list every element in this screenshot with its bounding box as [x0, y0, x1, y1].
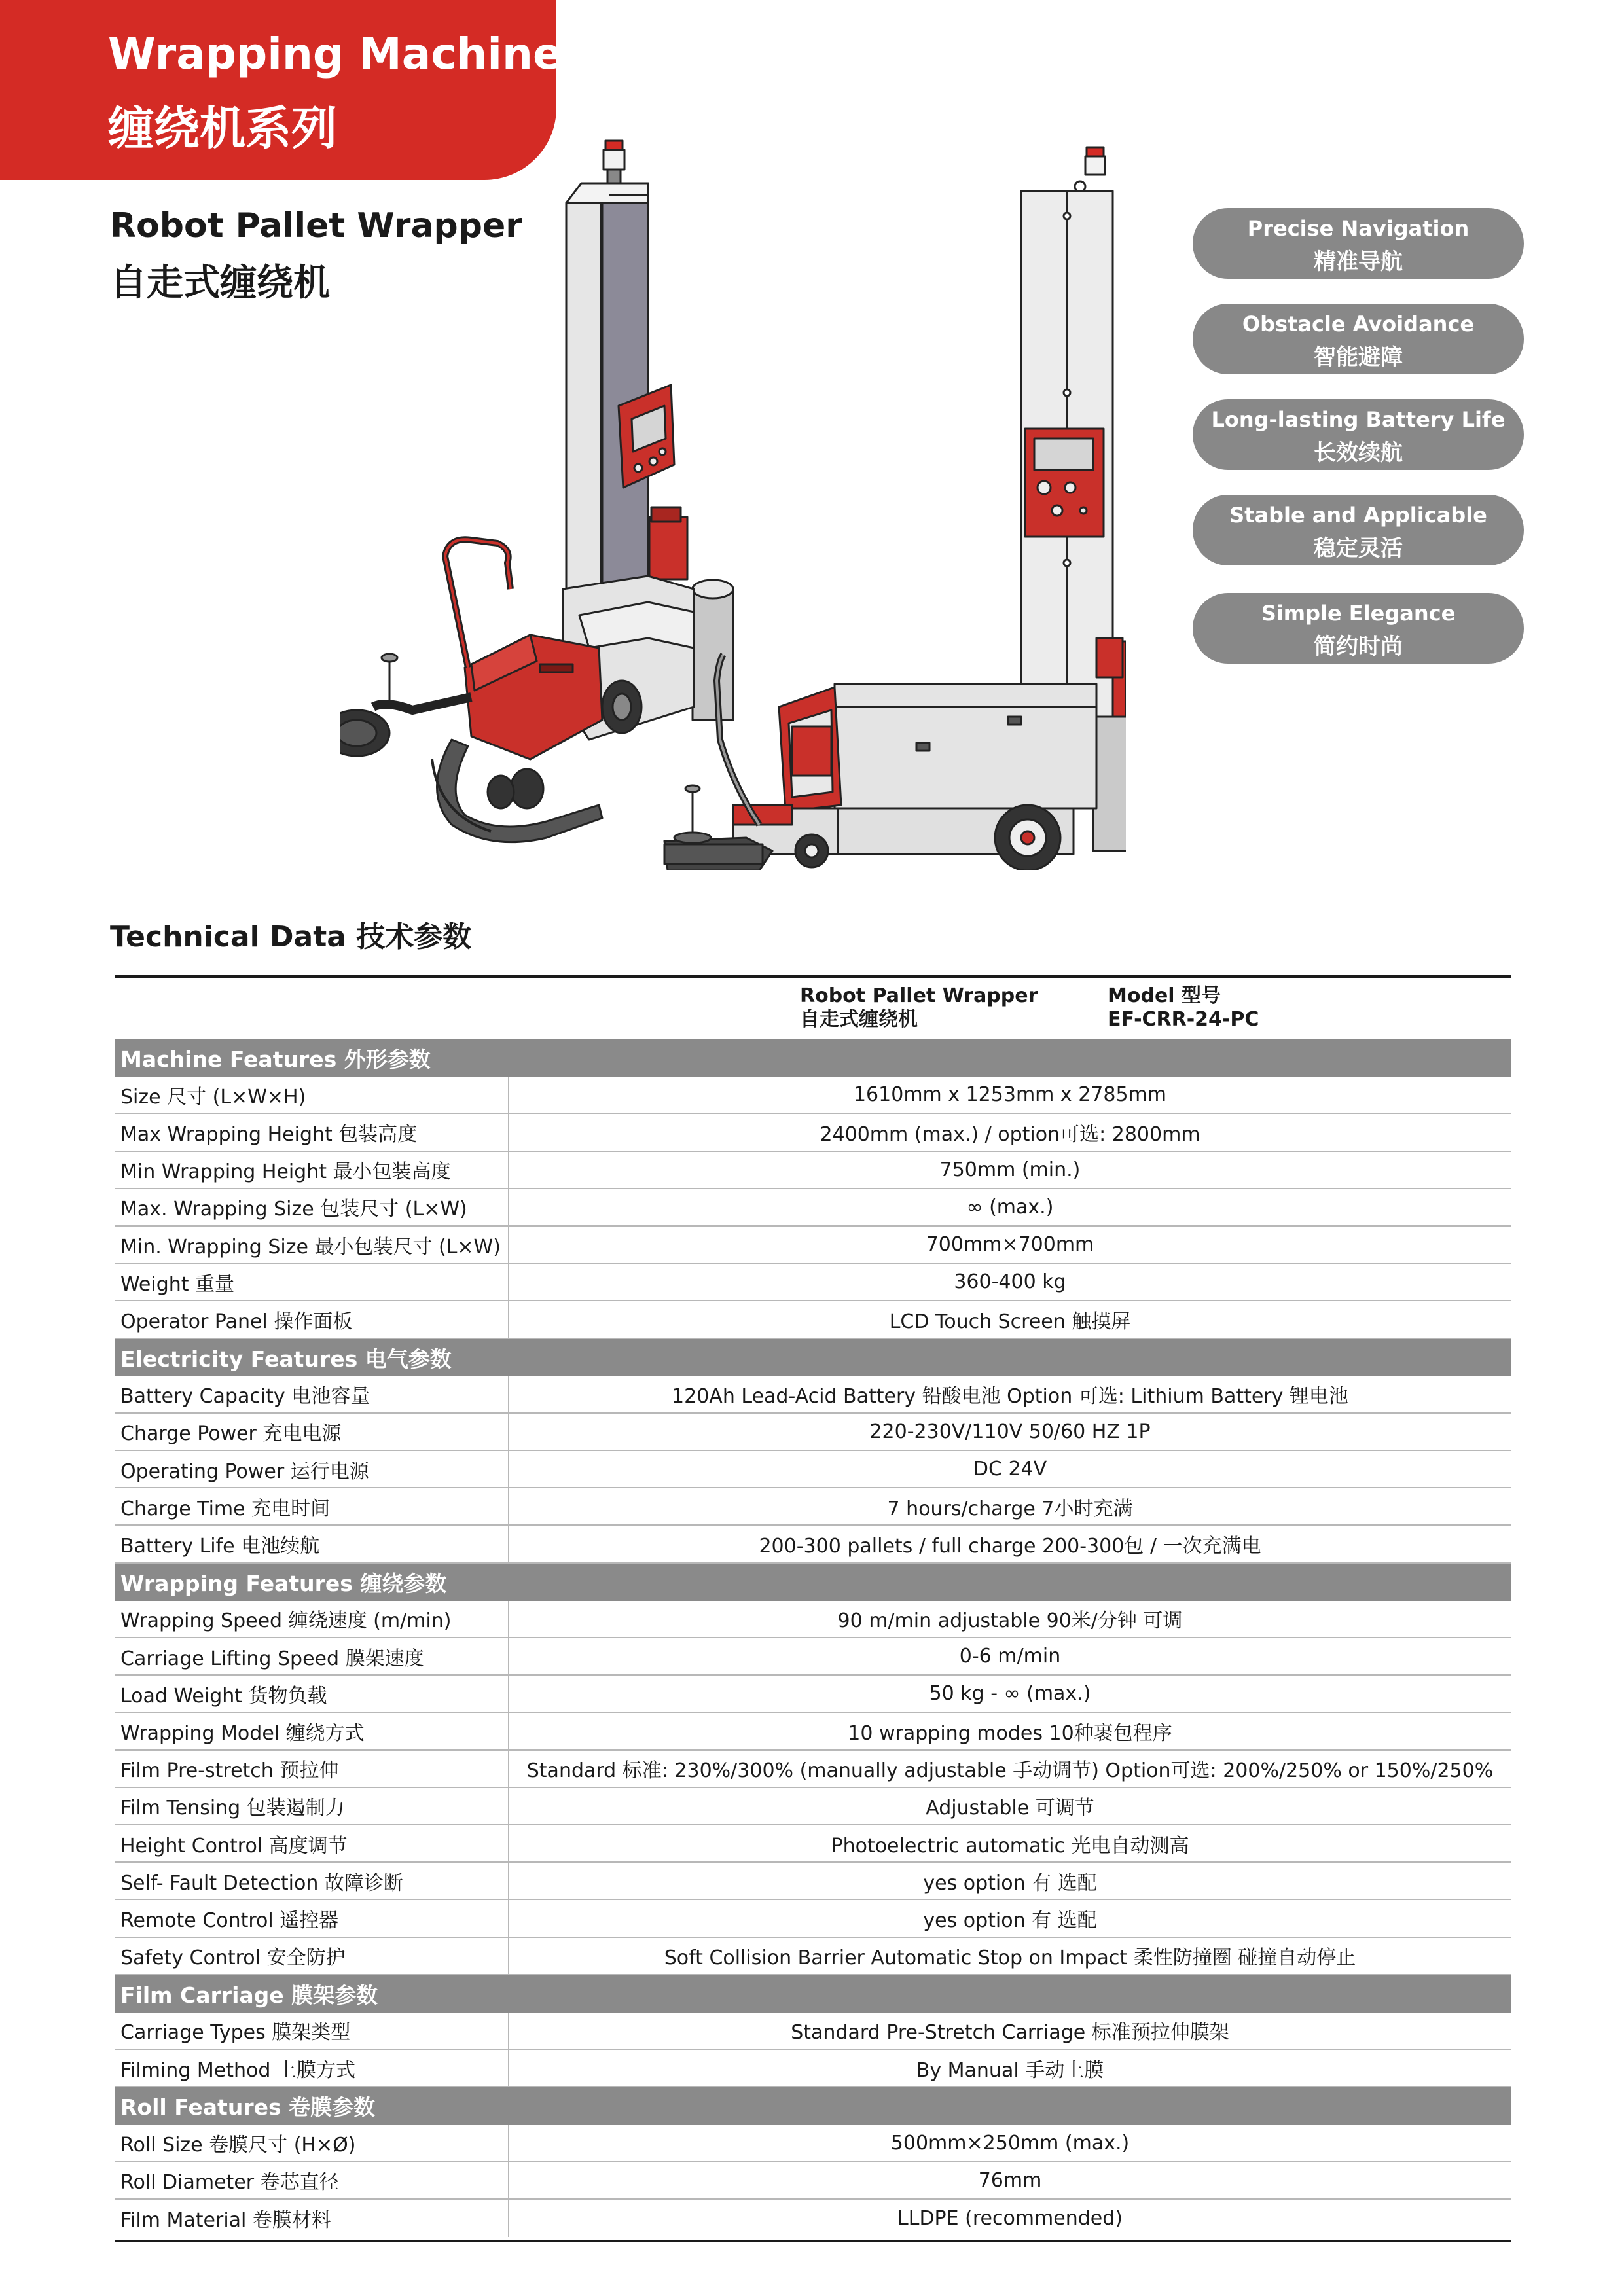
row-label: Max Wrapping Height 包装高度: [115, 1114, 509, 1150]
row-value: 7 hours/charge 7小时充满: [887, 1497, 1133, 1520]
row-value: DC 24V: [973, 1458, 1047, 1481]
feature-label-en: Long-lasting Battery Life: [1211, 407, 1506, 432]
feature-pill-simple-elegance: [1193, 593, 1524, 664]
table-row: [115, 1227, 1511, 1264]
section-header-machine: Machine Features 外形参数: [115, 1039, 1511, 1077]
table-row: [115, 1264, 1511, 1301]
section-header-roll: Roll Features 卷膜参数: [115, 2087, 1511, 2125]
table-top-rule: [115, 975, 1511, 978]
row-label: Film Pre-stretch 预拉伸: [115, 1751, 509, 1787]
row-value: 76mm: [978, 2168, 1042, 2192]
row-value: yes option 有 选配: [923, 1909, 1097, 1932]
machine-illustration: [340, 131, 1126, 870]
technical-data-title: Technical Data 技术参数: [110, 920, 472, 954]
row-label: Roll Diameter 卷芯直径: [115, 2162, 509, 2198]
row-value: 50 kg - ∞ (max.): [929, 1682, 1091, 1706]
row-label: Min. Wrapping Size 最小包装尺寸 (L×W): [115, 1227, 509, 1263]
table-row: [115, 1114, 1511, 1151]
feature-pill-obstacle-avoidance: [1193, 304, 1524, 374]
table-row: [115, 1301, 1511, 1338]
table-row: [115, 1713, 1511, 1750]
row-value: 1610mm x 1253mm x 2785mm: [853, 1083, 1167, 1107]
row-value: By Manual 手动上膜: [916, 2058, 1104, 2082]
row-value: 2400mm (max.) / option可选: 2800mm: [820, 1122, 1200, 1146]
table-row: [115, 1938, 1511, 1975]
feature-label-zh: 精准导航: [1314, 249, 1403, 275]
table-row: [115, 1152, 1511, 1189]
table-header-model-label: Model 型号: [1108, 984, 1221, 1007]
row-label: Roll Size 卷膜尺寸 (H×Ø): [115, 2125, 509, 2161]
row-value: 0-6 m/min: [959, 1645, 1061, 1668]
table-row: [115, 1863, 1511, 1900]
row-label: Carriage Lifting Speed 膜架速度: [115, 1638, 509, 1674]
table-row: [115, 1414, 1511, 1451]
table-row: [115, 2050, 1511, 2087]
section-header-electricity: Electricity Features 电气参数: [115, 1339, 1511, 1376]
table-row: [115, 1638, 1511, 1676]
row-label: Operating Power 运行电源: [115, 1451, 509, 1487]
row-label: Safety Control 安全防护: [115, 1938, 509, 1974]
row-label: Self- Fault Detection 故障诊断: [115, 1863, 509, 1899]
row-value: 700mm×700mm: [926, 1233, 1094, 1257]
feature-pill-stable-applicable: [1193, 495, 1524, 565]
table-row: [115, 1189, 1511, 1227]
table-row: [115, 1601, 1511, 1638]
row-value: 90 m/min adjustable 90米/分钟 可调: [837, 1609, 1183, 1633]
row-value: 200-300 pallets / full charge 200-300包 / 一次充满电: [759, 1535, 1261, 1558]
table-row: [115, 2162, 1511, 2200]
row-value: Standard 标准: 230%/300% (manually adjustable 手动调节) Option可选: 200%/250% or 150%/250%: [526, 1759, 1494, 1783]
row-label: Film Material 卷膜材料: [115, 2200, 509, 2237]
row-value: yes option 有 选配: [923, 1871, 1097, 1895]
feature-label-zh: 稳定灵活: [1314, 535, 1403, 562]
feature-label-en: Stable and Applicable: [1229, 503, 1487, 528]
table-row: [115, 1825, 1511, 1863]
row-value: 220-230V/110V 50/60 HZ 1P: [869, 1420, 1151, 1443]
feature-label-en: Precise Navigation: [1247, 216, 1470, 241]
product-name-zh: 自走式缠绕机: [110, 262, 330, 304]
feature-label-en: Simple Elegance: [1261, 601, 1456, 626]
section-header-wrapping: Wrapping Features 缠绕参数: [115, 1564, 1511, 1601]
row-label: Carriage Types 膜架类型: [115, 2013, 509, 2049]
section-header-film-carriage: Film Carriage 膜架参数: [115, 1975, 1511, 2013]
feature-pill-precise-navigation: [1193, 208, 1524, 279]
row-label: Filming Method 上膜方式: [115, 2050, 509, 2086]
row-label: Battery Capacity 电池容量: [115, 1376, 509, 1412]
row-value: 750mm (min.): [939, 1158, 1081, 1181]
row-label: Size 尺寸 (L×W×H): [115, 1077, 509, 1113]
row-label: Film Tensing 包装遏制力: [115, 1788, 509, 1824]
feature-label-zh: 长效续航: [1314, 440, 1403, 466]
banner-title-zh: 缠绕机系列: [108, 101, 337, 155]
row-value: 360-400 kg: [954, 1270, 1066, 1294]
table-row: [115, 2125, 1511, 2162]
row-value: LLDPE (recommended): [897, 2206, 1123, 2230]
table-header-model: [1108, 984, 1259, 1031]
table-row: [115, 1077, 1511, 1114]
row-value: 500mm×250mm (max.): [890, 2131, 1130, 2155]
feature-label-zh: 智能避障: [1314, 344, 1403, 370]
table-header-model-value: EF-CRR-24-PC: [1108, 1008, 1259, 1031]
table-row: [115, 1526, 1511, 1563]
row-label: Max. Wrapping Size 包装尺寸 (L×W): [115, 1189, 509, 1225]
table-row: [115, 1900, 1511, 1937]
product-name-en: Robot Pallet Wrapper: [110, 206, 522, 245]
table-bottom-rule: [115, 2240, 1511, 2242]
machine-left-image: [340, 141, 733, 842]
feature-label-en: Obstacle Avoidance: [1242, 312, 1475, 336]
row-label: Operator Panel 操作面板: [115, 1301, 509, 1337]
row-label: Charge Power 充电电源: [115, 1414, 509, 1450]
row-value: ∞ (max.): [966, 1195, 1054, 1219]
table-row: [115, 1376, 1511, 1414]
row-value: LCD Touch Screen 触摸屏: [889, 1310, 1131, 1333]
table-row: [115, 1751, 1511, 1788]
row-label: Wrapping Model 缠绕方式: [115, 1713, 509, 1749]
machine-right-image: [664, 147, 1126, 870]
row-label: Wrapping Speed 缠绕速度 (m/min): [115, 1601, 509, 1637]
spec-table: [115, 1039, 1511, 2237]
table-row: [115, 2013, 1511, 2050]
banner-title-en: Wrapping Machine: [108, 29, 562, 79]
table-row: [115, 1488, 1511, 1526]
row-label: Remote Control 遥控器: [115, 1900, 509, 1936]
table-header-product-zh: 自走式缠绕机: [800, 1008, 918, 1031]
table-row: [115, 2200, 1511, 2237]
table-header-product: [800, 984, 1038, 1031]
row-label: Load Weight 货物负载: [115, 1676, 509, 1712]
row-value: Soft Collision Barrier Automatic Stop on Impact 柔性防撞圈 碰撞自动停止: [664, 1946, 1356, 1970]
table-row: [115, 1788, 1511, 1825]
feature-label-zh: 简约时尚: [1314, 634, 1403, 660]
row-label: Weight 重量: [115, 1264, 509, 1300]
row-label: Charge Time 充电时间: [115, 1488, 509, 1524]
table-row: [115, 1676, 1511, 1713]
row-label: Height Control 高度调节: [115, 1825, 509, 1861]
row-value: 10 wrapping modes 10种裹包程序: [848, 1721, 1172, 1745]
row-value: Adjustable 可调节: [926, 1797, 1094, 1820]
row-label: Min Wrapping Height 最小包装高度: [115, 1152, 509, 1188]
row-label: Battery Life 电池续航: [115, 1526, 509, 1562]
row-value: 120Ah Lead-Acid Battery 铅酸电池 Option 可选: Lithium Battery 锂电池: [672, 1385, 1348, 1408]
row-value: Standard Pre-Stretch Carriage 标准预拉伸膜架: [791, 2021, 1229, 2045]
table-row: [115, 1451, 1511, 1488]
feature-pill-battery-life: [1193, 399, 1524, 470]
table-header-product-en: Robot Pallet Wrapper: [800, 984, 1038, 1007]
row-value: Photoelectric automatic 光电自动测高: [831, 1834, 1189, 1857]
